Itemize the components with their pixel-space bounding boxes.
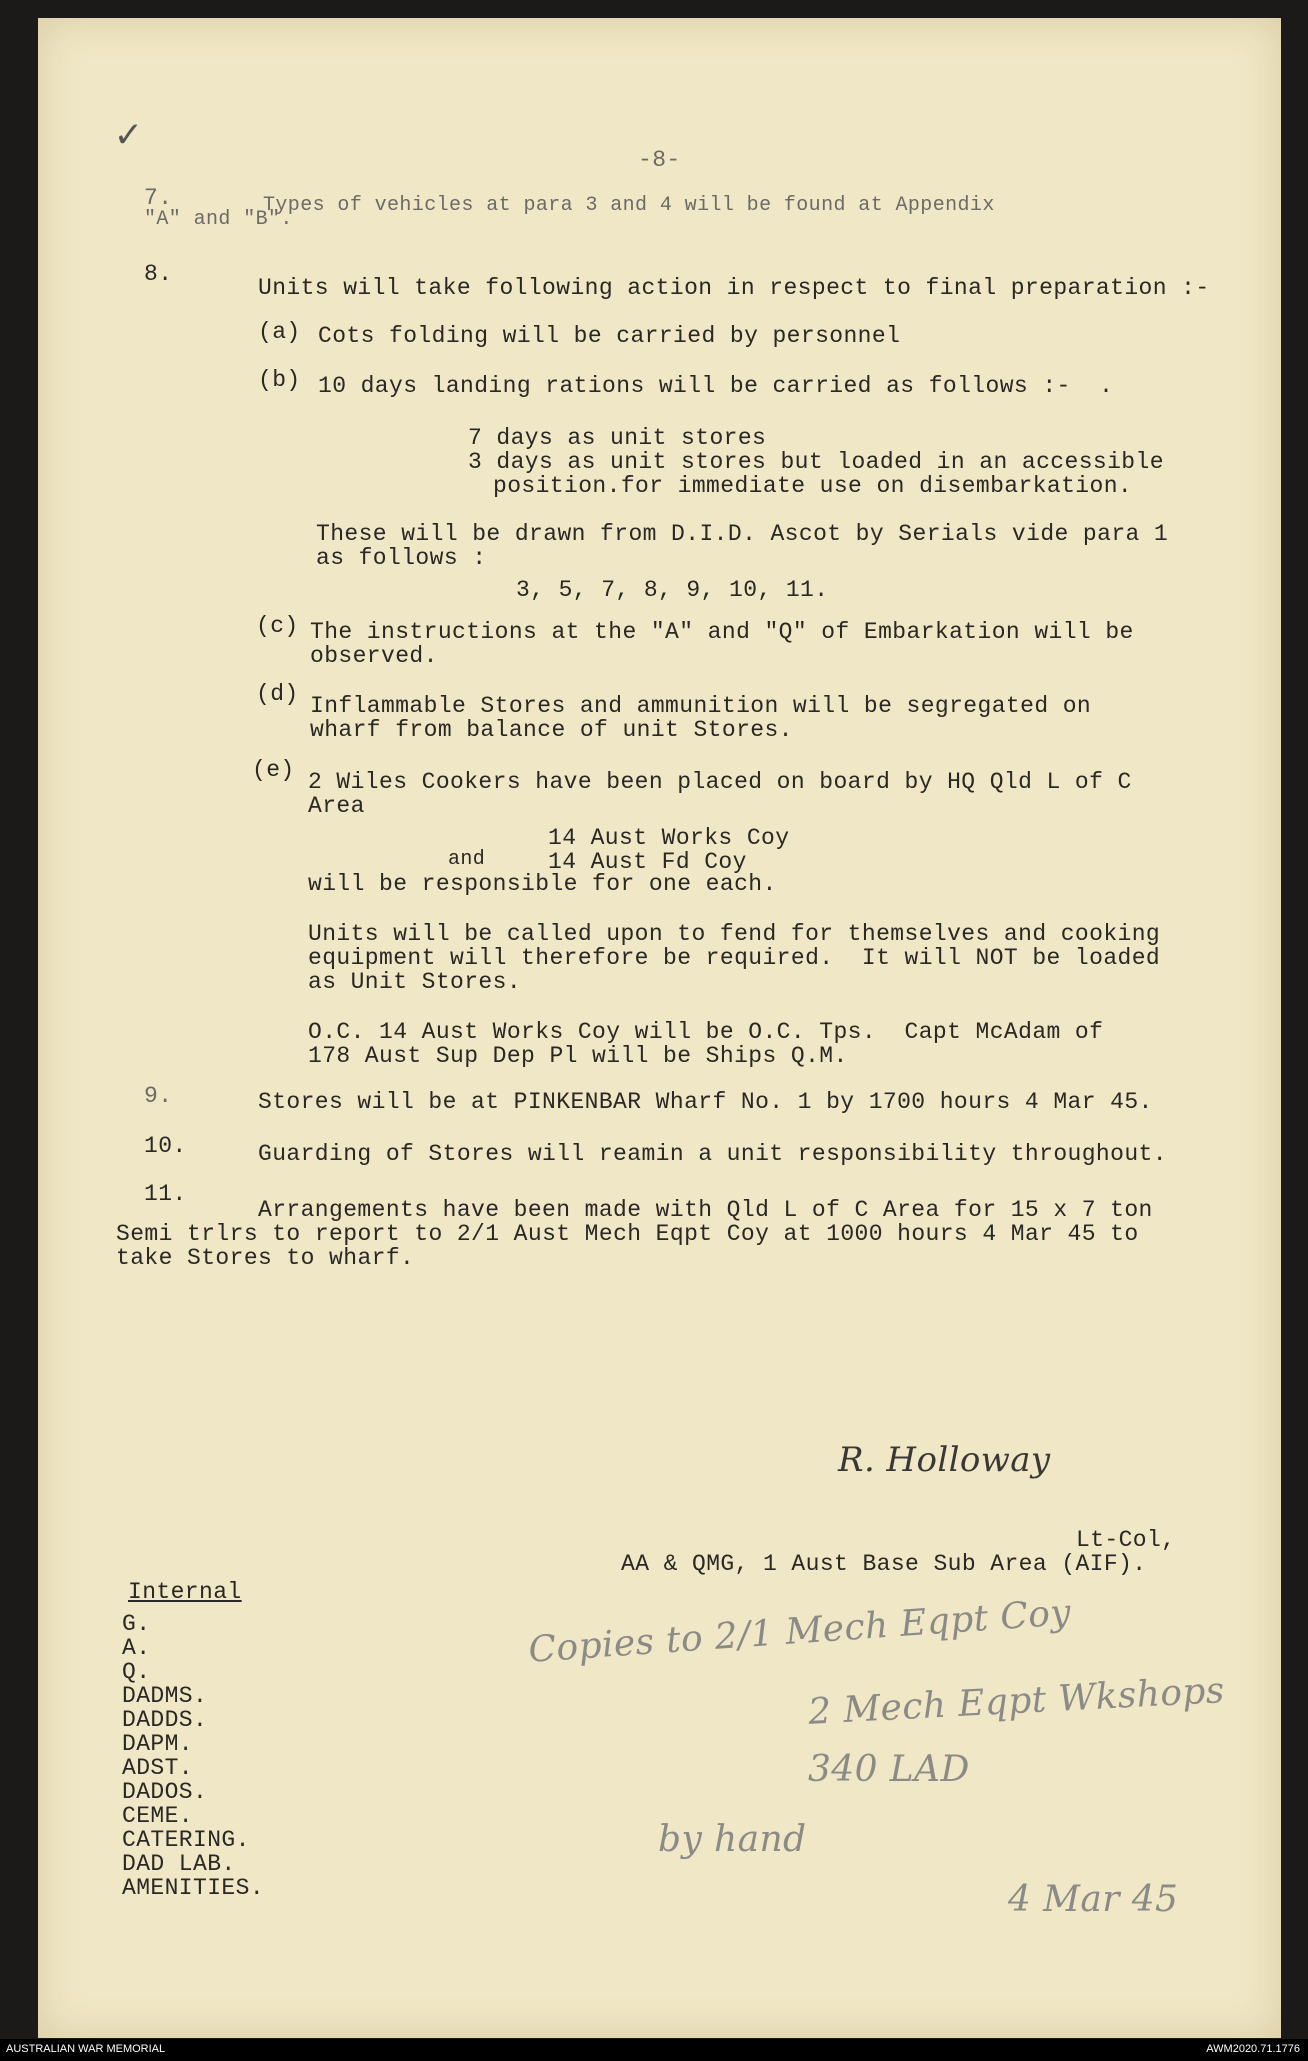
para-8e-line2: Area bbox=[308, 793, 365, 819]
pencil-annotation-date: 4 Mar 45 bbox=[1008, 1879, 1179, 1920]
para-8e-oc-line1: O.C. 14 Aust Works Coy will be O.C. Tps. Capt McAdam of bbox=[308, 1019, 1104, 1045]
distribution-item: ADST. bbox=[122, 1755, 194, 1781]
para-8b-line1: 7 days as unit stores bbox=[468, 425, 767, 451]
signature-appointment: AA & QMG, 1 Aust Base Sub Area (AIF). bbox=[621, 1551, 1147, 1577]
para-8e-units-line2: equipment will therefore be required. It will NOT be loaded bbox=[308, 945, 1161, 971]
para-8e-label: (e) bbox=[252, 757, 295, 783]
para-8b-text: 10 days landing rations will be carried as follows :- . bbox=[318, 373, 1114, 399]
para-8-text: Units will take following action in respect to final preparation :- bbox=[258, 275, 1210, 301]
para-7-line2: "A" and "B". bbox=[144, 208, 293, 231]
para-11-number: 11. bbox=[144, 1181, 187, 1207]
para-9-text: Stores will be at PINKENBAR Wharf No. 1 by 1700 hours 4 Mar 45. bbox=[258, 1089, 1153, 1115]
para-11-line2: Semi trlrs to report to 2/1 Aust Mech Eqpt Coy at 1000 hours 4 Mar 45 to bbox=[116, 1221, 1139, 1247]
archive-footer bbox=[0, 2039, 1308, 2061]
distribution-item: DADDS. bbox=[122, 1707, 208, 1733]
document-page bbox=[38, 18, 1281, 2038]
pencil-annotation-line1: Copies to 2/1 Mech Eqpt Coy bbox=[527, 1592, 1073, 1671]
para-8e-and: and bbox=[448, 848, 486, 871]
page-number: -8- bbox=[638, 147, 681, 173]
signature-rank: Lt-Col, bbox=[1076, 1527, 1176, 1553]
distribution-item: G. bbox=[122, 1611, 151, 1637]
para-8a-text: Cots folding will be carried by personnel bbox=[318, 323, 901, 349]
distribution-item: DAD LAB. bbox=[122, 1851, 236, 1877]
footer-left: AUSTRALIAN WAR MEMORIAL bbox=[6, 2043, 166, 2055]
para-11-line1: Arrangements have been made with Qld L of C Area for 15 x 7 ton bbox=[258, 1197, 1153, 1223]
para-8c-line1: The instructions at the "A" and "Q" of Embarkation will be bbox=[310, 619, 1134, 645]
para-10-text: Guarding of Stores will reamin a unit responsibility throughout. bbox=[258, 1141, 1167, 1167]
para-8-number: 8. bbox=[144, 261, 173, 287]
footer-right: AWM2020.71.1776 bbox=[1206, 2043, 1300, 2055]
distribution-item: Q. bbox=[122, 1659, 151, 1685]
distribution-item: AMENITIES. bbox=[122, 1875, 265, 1901]
distribution-item: A. bbox=[122, 1635, 151, 1661]
para-8c-label: (c) bbox=[256, 613, 299, 639]
para-8e-line1: 2 Wiles Cookers have been placed on board by HQ Qld L of C bbox=[308, 769, 1132, 795]
para-8b-label: (b) bbox=[258, 367, 301, 393]
para-9-number: 9. bbox=[144, 1083, 173, 1109]
para-8e-units-line3: as Unit Stores. bbox=[308, 969, 522, 995]
para-8e-unit2: 14 Aust Fd Coy bbox=[548, 849, 747, 875]
distribution-item: CATERING. bbox=[122, 1827, 250, 1853]
distribution-item: DAPM. bbox=[122, 1731, 194, 1757]
check-mark: ✓ bbox=[116, 115, 141, 160]
para-8b-line3: position.for immediate use on disembarkation. bbox=[493, 473, 1133, 499]
para-8b-line4: These will be drawn from D.I.D. Ascot by Serials vide para 1 bbox=[316, 521, 1169, 547]
para-8e-oc-line2: 178 Aust Sup Dep Pl will be Ships Q.M. bbox=[308, 1043, 848, 1069]
distribution-item: DADMS. bbox=[122, 1683, 208, 1709]
para-8b-line2: 3 days as unit stores but loaded in an accessible bbox=[468, 449, 1164, 475]
para-8e-units-line1: Units will be called upon to fend for themselves and cooking bbox=[308, 921, 1161, 947]
para-7-number: 7. bbox=[144, 185, 173, 211]
para-8e-line3: will be responsible for one each. bbox=[308, 871, 777, 897]
para-8d-line1: Inflammable Stores and ammunition will be segregated on bbox=[310, 693, 1092, 719]
para-11-line3: take Stores to wharf. bbox=[116, 1245, 415, 1271]
para-8b-line5: as follows : bbox=[316, 545, 487, 571]
distribution-item: DADOS. bbox=[122, 1779, 208, 1805]
pencil-annotation-line3: 340 LAD bbox=[808, 1749, 970, 1790]
para-8c-line2: observed. bbox=[310, 643, 438, 669]
para-8d-line2: wharf from balance of unit Stores. bbox=[310, 717, 793, 743]
signature-handwritten: R. Holloway bbox=[838, 1440, 1051, 1480]
pencil-annotation-line4: by hand bbox=[658, 1819, 807, 1860]
distribution-item: CEME. bbox=[122, 1803, 194, 1829]
para-8e-unit1: 14 Aust Works Coy bbox=[548, 825, 790, 851]
pencil-annotation-line2: 2 Mech Eqpt Wkshops bbox=[807, 1670, 1226, 1733]
distribution-heading: Internal bbox=[128, 1579, 242, 1605]
para-7-line1: Types of vehicles at para 3 and 4 will be found at Appendix bbox=[263, 194, 995, 217]
para-8a-label: (a) bbox=[258, 319, 301, 345]
para-8d-label: (d) bbox=[256, 681, 299, 707]
para-8b-serials: 3, 5, 7, 8, 9, 10, 11. bbox=[516, 577, 829, 603]
para-10-number: 10. bbox=[144, 1133, 187, 1159]
